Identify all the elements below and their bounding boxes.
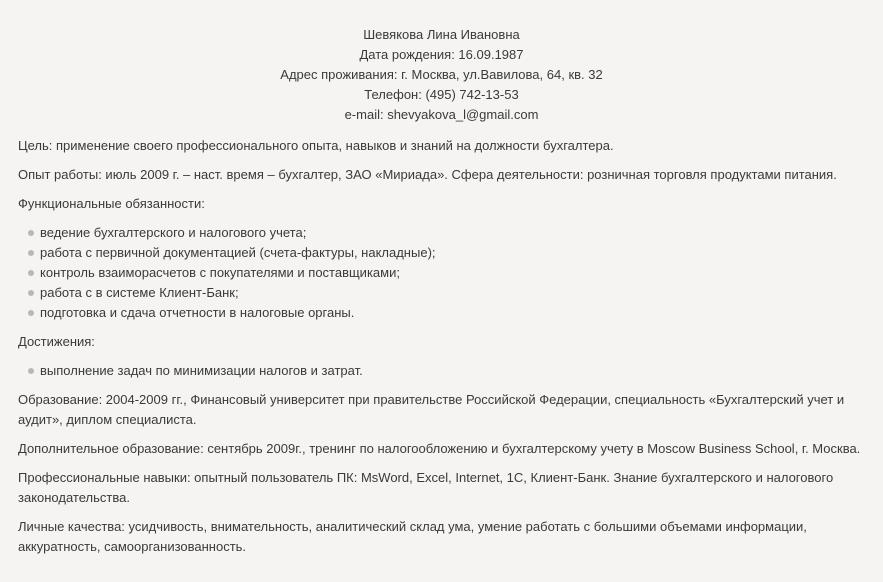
goal-paragraph: Цель: применение своего профессионального опыта, навыков и знаний на должности бухгалтера. <box>18 138 614 153</box>
qualities-line: аккуратность, самоорганизованность. <box>18 539 247 554</box>
duties-title: Функциональные обязанности: <box>18 196 205 211</box>
full-name: Шевякова Лина Ивановна <box>363 27 520 42</box>
bullet-icon <box>28 310 34 316</box>
skills-line: Профессиональные навыки: опытный пользователь ПК: MsWord, Excel, Internet, 1С, Клиент-Банк. Знание бухгалтерского и налогового <box>18 470 834 485</box>
education-line: аудит», диплом специалиста. <box>18 412 197 427</box>
skills-line: законодательства. <box>18 490 130 505</box>
bullet-icon <box>28 250 34 256</box>
list-item: работа с первичной документацией (счета-фактуры, накладные); <box>28 243 865 263</box>
bullet-icon <box>28 230 34 236</box>
achievements-list <box>18 361 865 381</box>
phone: Телефон: (495) 742-13-53 <box>364 87 519 102</box>
address: Адрес проживания: г. Москва, ул.Вавилова, 64, кв. 32 <box>280 67 603 82</box>
list-item: выполнение задач по минимизации налогов и затрат. <box>28 361 865 381</box>
experience-paragraph: Опыт работы: июль 2009 г. – наст. время – бухгалтер, ЗАО «Мириада». Сфера деятельности: розничная торговля продуктами питания. <box>18 167 837 182</box>
achievements-title: Достижения: <box>18 334 95 349</box>
list-item: ведение бухгалтерского и налогового учета; <box>28 223 865 243</box>
duties-list <box>18 223 865 323</box>
list-item: подготовка и сдача отчетности в налоговые органы. <box>28 303 865 323</box>
qualities-paragraph <box>18 517 865 557</box>
bullet-icon <box>28 270 34 276</box>
additional-education-paragraph: Дополнительное образование: сентябрь 2009г., тренинг по налогообложению и бухгалтерскому учету в Moscow Business School, г. Москва. <box>18 441 861 456</box>
list-item: контроль взаиморасчетов с покупателями и поставщиками; <box>28 263 865 283</box>
education-line: Образование: 2004-2009 гг., Финансовый университет при правительстве Российской Федерации, специальность «Бухгалтерский учет и <box>18 392 845 407</box>
bullet-icon <box>28 290 34 296</box>
education-paragraph <box>18 390 865 430</box>
birth-date: Дата рождения: 16.09.1987 <box>359 47 524 62</box>
qualities-line: Личные качества: усидчивость, внимательность, аналитический склад ума, умение работать с большими объемами информации, <box>18 519 807 534</box>
bullet-icon <box>28 368 34 374</box>
list-item: работа с в системе Клиент-Банк; <box>28 283 865 303</box>
skills-paragraph <box>18 468 865 508</box>
resume-header <box>18 0 865 125</box>
email: e-mail: shevyakova_l@gmail.com <box>344 107 539 122</box>
